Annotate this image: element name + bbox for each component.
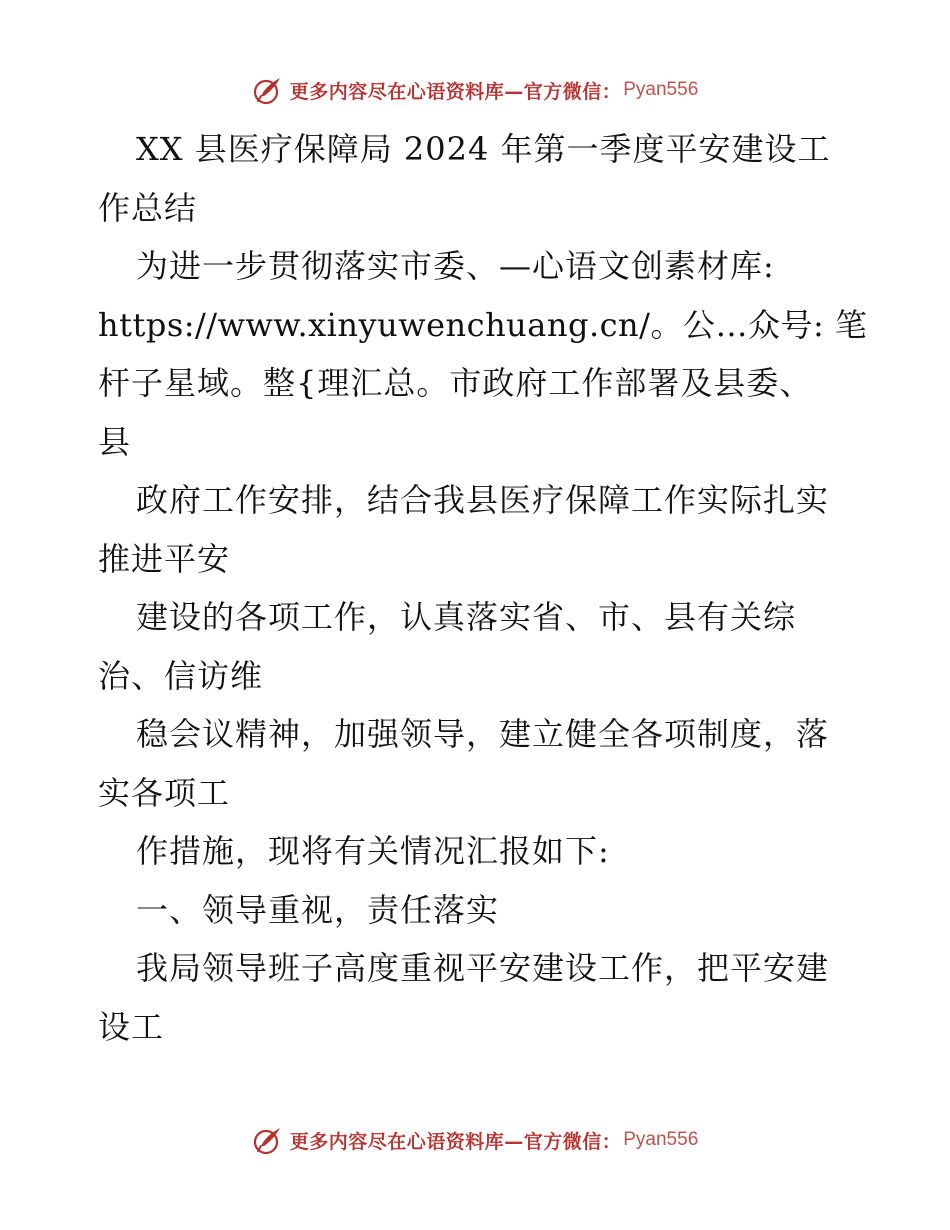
banner-account: Pyan556 xyxy=(623,79,699,100)
doc-line: 设工 xyxy=(98,1007,165,1046)
banner-text: 更多内容尽在心语资料库—官方微信： xyxy=(289,1130,622,1153)
doc-line: 推进平安 xyxy=(98,539,231,578)
doc-line: 实各项工 xyxy=(98,773,231,812)
doc-line: 杆子星域。整{理汇总。市政府工作部署及县委、 xyxy=(98,364,813,402)
doc-line: https://www.xinyuwenchuang.cn/。公…众号: 笔 xyxy=(98,305,868,344)
doc-line: 我局领导班子高度重视平安建设工作，把平安建 xyxy=(136,949,830,987)
banner-account: Pyan556 xyxy=(623,1129,699,1150)
footer-watermark-banner xyxy=(0,1120,950,1160)
banner-text: 更多内容尽在心语资料库—官方微信： xyxy=(289,80,622,103)
doc-line: 县 xyxy=(98,422,132,461)
doc-line: 建设的各项工作，认真落实省、市、县有关综 xyxy=(136,598,797,636)
doc-line: 政府工作安排，结合我县医疗保障工作实际扎实 xyxy=(136,481,830,519)
doc-line: 为进一步贯彻落实市委、—心语文创素材库: xyxy=(136,247,775,285)
doc-line: 稳会议精神，加强领导，建立健全各项制度，落 xyxy=(136,715,830,753)
quill-logo-icon xyxy=(252,74,284,106)
header-watermark-banner xyxy=(0,70,950,110)
doc-line: 一、领导重视，责任落实 xyxy=(136,890,500,929)
doc-line: XX 县医疗保障局 2024 年第一季度平安建设工 xyxy=(136,130,831,168)
doc-line: 作总结 xyxy=(98,188,198,227)
document-body xyxy=(98,120,868,1056)
quill-logo-icon xyxy=(252,1124,284,1156)
doc-line: 作措施，现将有关情况汇报如下: xyxy=(136,832,610,870)
doc-line: 治、信访维 xyxy=(98,656,264,695)
